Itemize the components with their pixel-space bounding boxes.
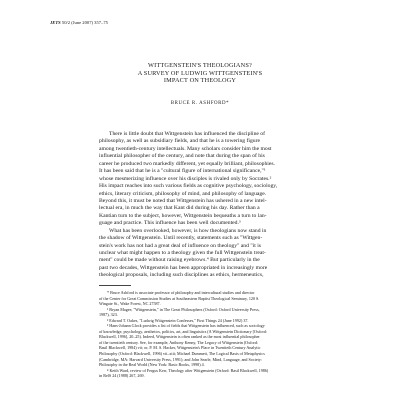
footnote-line: of knowledge, psychology, aesthetics, politics, art, and linguistics (A Wittgenstein Dictionary [Oxford: bbox=[99, 328, 267, 334]
body-line: What has been overlooked, however, is how theologians now stand in bbox=[109, 227, 267, 234]
footnote-line: of the Center for Great Commission Studies at Southeastern Baptist Theological Seminary, 120 S. bbox=[99, 295, 260, 301]
body-line: Kantian turn to the subject, however, Wittgenstein bequeaths a turn to lan- bbox=[99, 212, 267, 219]
body-line: influential philosopher of the century, and note that during the span of his bbox=[99, 153, 265, 160]
body-line: His impact reaches into such various fields as cognitive psychology, sociology, bbox=[99, 183, 278, 190]
body-line: stein's work has not had a great deal of influence on theology" and "it is bbox=[99, 242, 261, 249]
footnote-4 bbox=[99, 368, 319, 379]
body-line: lectual era, in much the way that Kant did during his day. Rather than a bbox=[99, 205, 260, 212]
body-line: Beyond this, it must be noted that Wittgenstein has ushered in a new intel- bbox=[99, 197, 267, 204]
body-line: philosophy, as well as subsidiary fields, and that he is a towering figure bbox=[99, 138, 260, 145]
paragraph-1 bbox=[99, 131, 319, 228]
body-line: unclear what might happen to a theology given the full Wittgenstein treat- bbox=[99, 250, 266, 256]
body-line: the shadow of Wittgenstein. Until recently, statements such as "Wittgen- bbox=[99, 235, 263, 242]
footnote-line: in RelS 24 (1988) 267, 269. bbox=[99, 373, 145, 379]
footnote-line: ¹ Bryan Magee, "Wittgenstein," in The Great Philosophers (Oxford: Oxford University Press, bbox=[107, 306, 260, 312]
title-line-2: A SURVEY OF LUDWIG WITTGENSTEIN'S bbox=[137, 69, 263, 77]
body-line: ment" could be made without raising eyebrows.⁴ But particularly in the bbox=[99, 257, 260, 264]
journal-citation: 50/2 (June 2007) 357–75 bbox=[61, 20, 108, 25]
body-line: past two decades, Wittgenstein has been appropriated in increasingly more bbox=[99, 264, 268, 271]
body-line: theological proposals, including such disciplines as ethics, hermeneutics, bbox=[99, 272, 264, 279]
body-line: whose mesmerizing influence over his disciples is rivaled only by Socrates.² bbox=[99, 175, 272, 182]
journal-abbrev: JETS bbox=[50, 20, 61, 25]
body-line: guage and practice. This influence has been well documented.³ bbox=[99, 220, 241, 227]
body-line: among twentieth-century intellectuals. Many scholars consider him the most bbox=[99, 145, 272, 152]
footnote-line: * Bruce Ashford is associate professor of philosophy and intercultural studies and director bbox=[107, 290, 255, 295]
footnotes bbox=[99, 290, 319, 379]
running-head bbox=[50, 20, 108, 26]
footnote-line: ² Edward T. Oakes, "Ludwig Wittgenstein Confesses," First Things 24 (June 1992) 37. bbox=[107, 317, 249, 323]
footnote-divider bbox=[99, 285, 131, 286]
footnote-line: ³ Hans-Johann Glock provides a list of fields that Wittgenstein has influenced, such as sociology bbox=[107, 323, 265, 329]
footnote-line: 1987), 323. bbox=[99, 312, 118, 318]
body-line: career he produced two markedly different, yet equally brilliant, philosophies. bbox=[99, 160, 275, 167]
footnote-line: Blackwell, 1996], 20–25). Indeed, Wittgenstein is often ranked as the most influential philosopher bbox=[99, 334, 260, 340]
footnote-line: Wingate St., Wake Forest, NC 27587. bbox=[99, 301, 161, 307]
body-line: There is little doubt that Wittgenstein has influenced the discipline of bbox=[109, 131, 266, 137]
paragraph-2 bbox=[99, 228, 319, 280]
title-line-1: WITTGENSTEIN'S THEOLOGIANS? bbox=[148, 62, 252, 69]
footnote-1 bbox=[99, 307, 319, 318]
footnote-line: of the twentieth century. See, for example, Anthony Kenny, The Legacy of Wittgenstein (Oxford: bbox=[99, 339, 259, 345]
article-title bbox=[50, 62, 350, 85]
body-line: It has been said that he is a "cultural figure of international significance,"¹ bbox=[99, 168, 266, 175]
footnote-line: (Cambridge, MA: Harvard University Press, 1991); and John Searle, Mind, Language, and Society: bbox=[99, 356, 262, 362]
footnote-line: Philosophy in the Real World (New York: Basic Books, 1998) 4. bbox=[99, 362, 205, 368]
footnote-author bbox=[99, 290, 319, 307]
article-author: BRUCE R. ASHFORD* bbox=[170, 101, 230, 106]
body-line: ethics, literary criticism, philosophy of mind, and philosophy of language. bbox=[99, 190, 267, 197]
article-body bbox=[99, 131, 319, 280]
footnote-3 bbox=[99, 323, 319, 367]
footnote-line: Philosophy (Oxford: Blackwell, 1996) vii–xiii; Michael Dummett, The Logical Basis of Metaphysics bbox=[99, 351, 265, 357]
footnote-line: ⁴ Keith Ward, review of Fergus Kerr, Theology after Wittgenstein (Oxford: Basil Blackwell, 1986) bbox=[107, 367, 269, 373]
title-line-3: IMPACT ON THEOLOGY bbox=[163, 77, 237, 85]
footnote-line: Basil Blackwell, 1984) vii; or, P. M. S. Hacker, Wittgenstein's Place in Twentieth Century Analytic bbox=[99, 345, 261, 351]
